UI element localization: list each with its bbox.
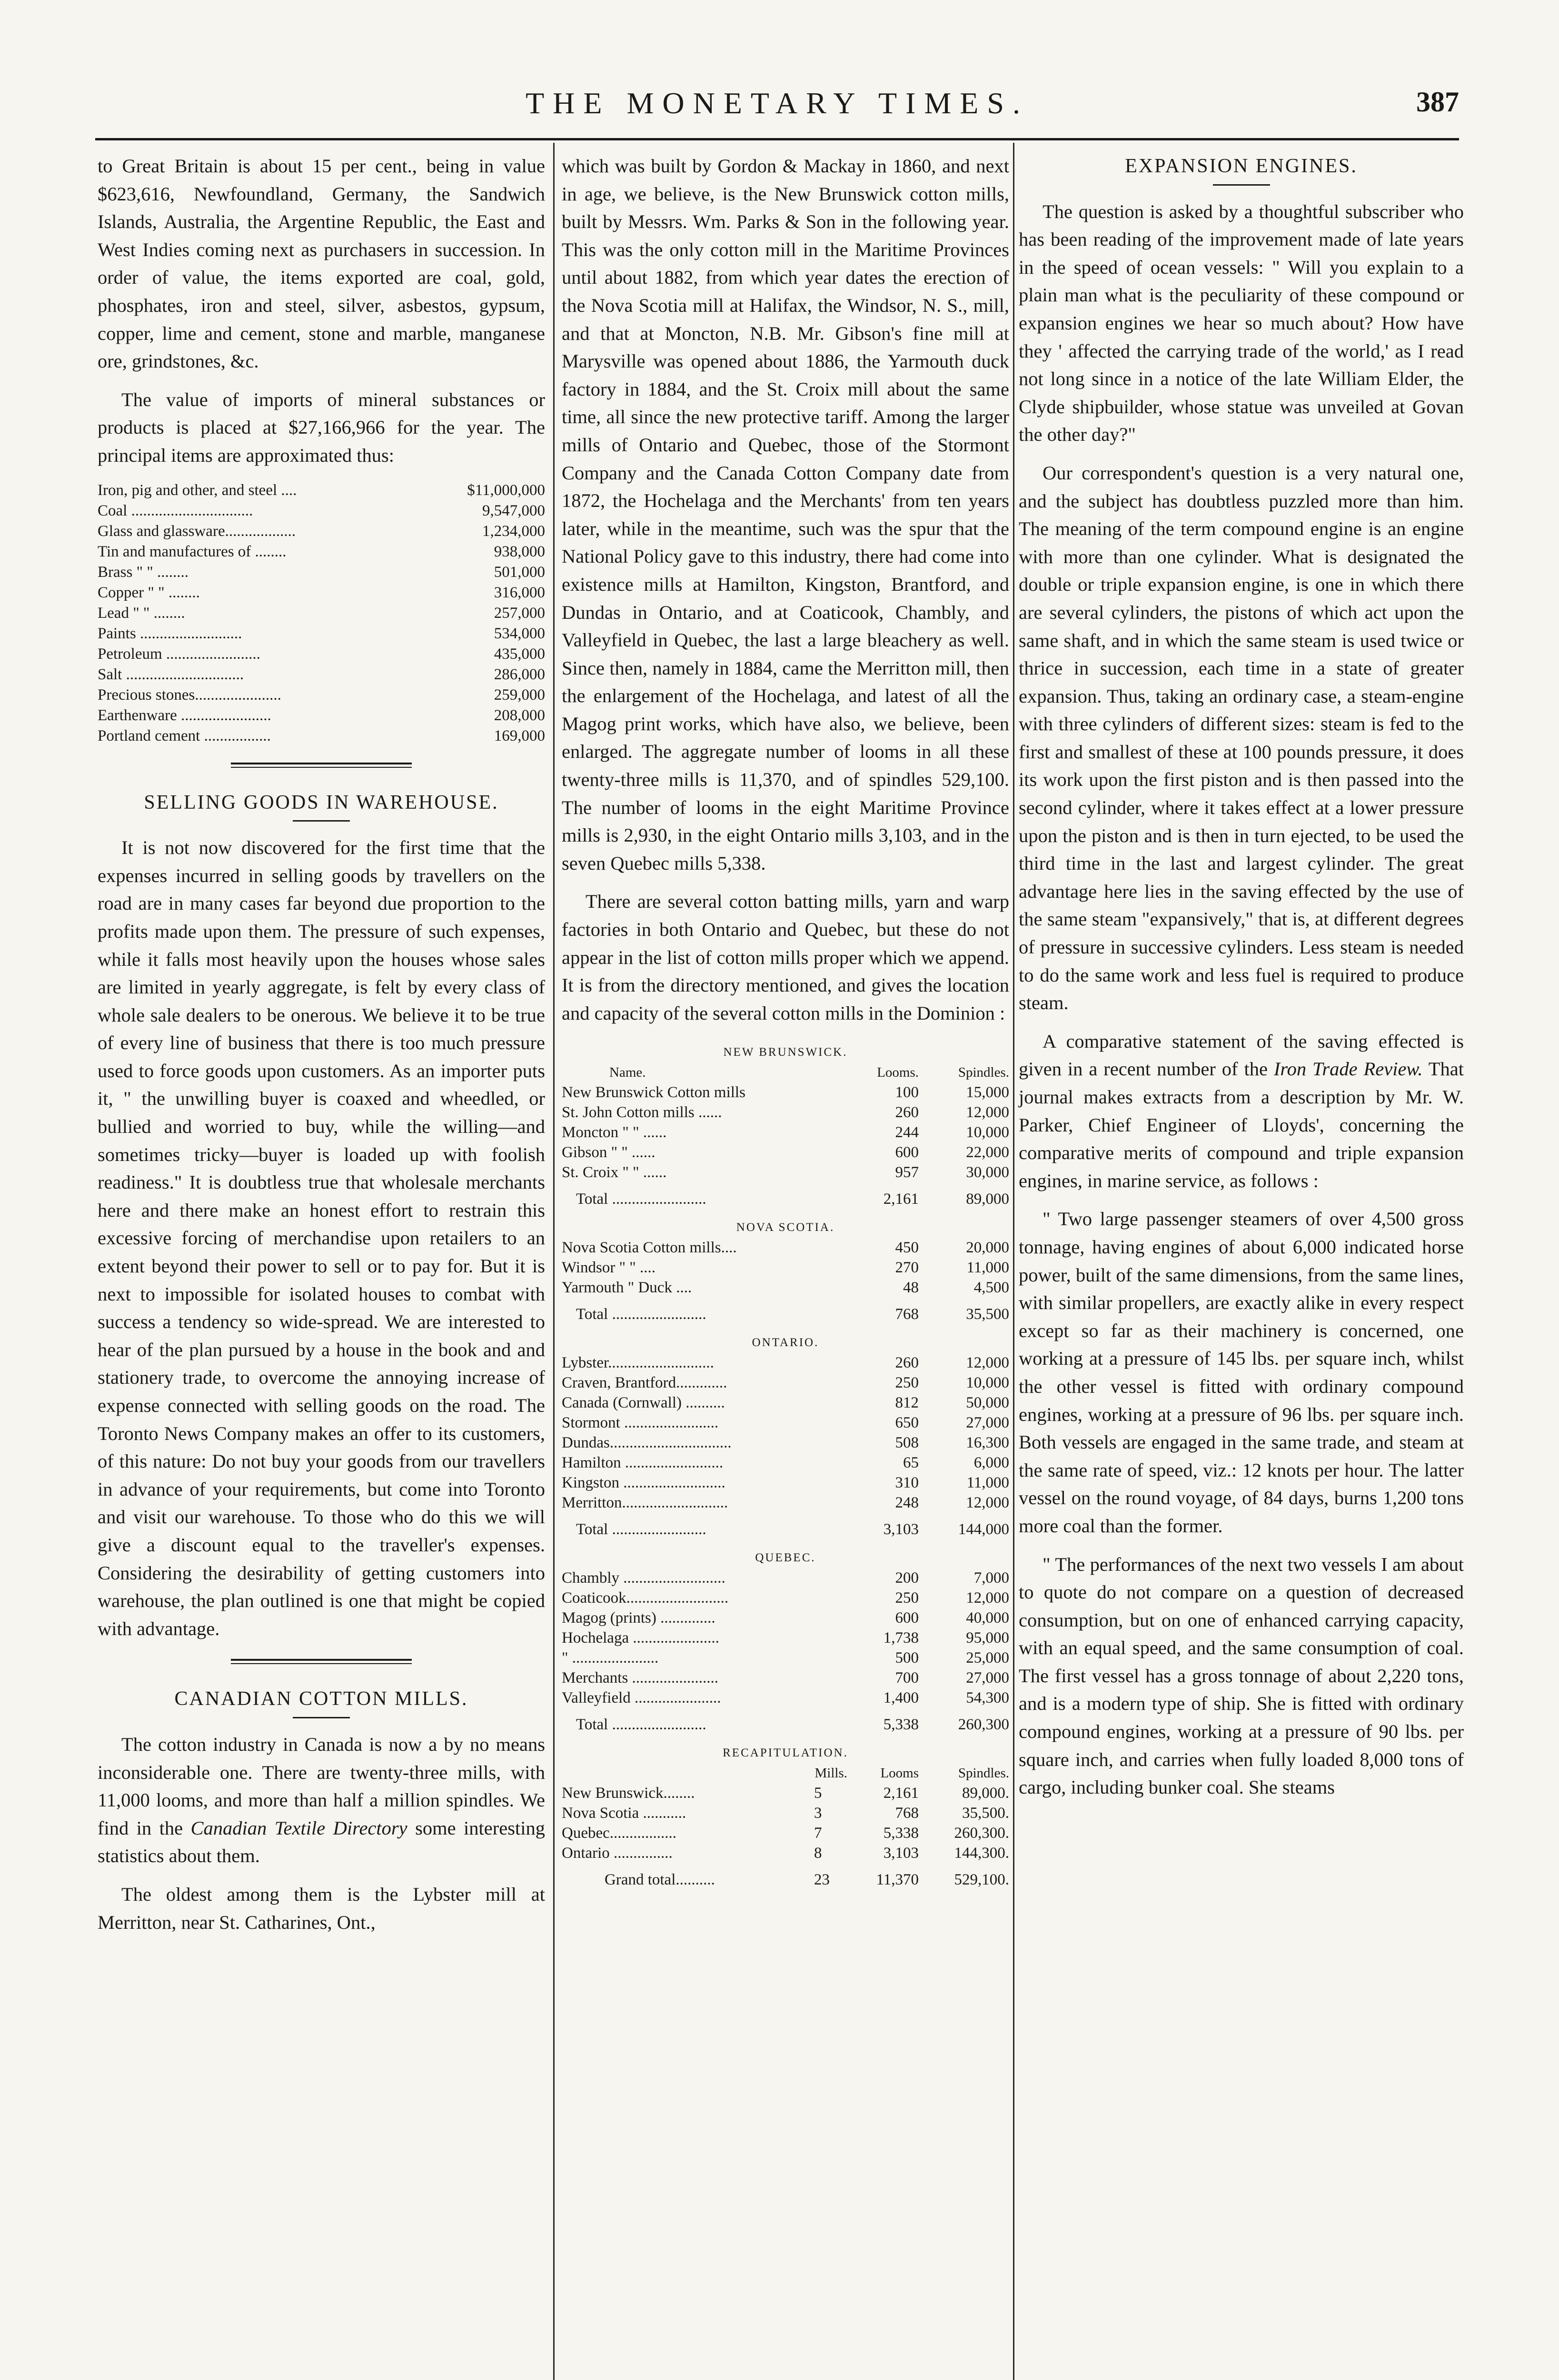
mill-name: Kingston ..........................	[562, 1474, 725, 1492]
paragraph: The question is asked by a thoughtful subscriber who has been reading of the improvement made of late years in the speed of ocean vessels: " Will you explain to a plain man what is the peculiarity of these compound or expansion engines we hear so much about? How have they ' affected the carrying trade of the world,' as I read not long since in a notice of the late William Elder, the Clyde shipbuilder, whose statue was unveiled at Govan the other day?"	[1019, 200, 1464, 446]
total-looms: 768	[895, 1306, 919, 1323]
table-row	[562, 1278, 1009, 1298]
mill-name: Windsor " " ....	[562, 1259, 656, 1277]
paragraph: A comparative statement of the saving effected is given in a recent number of the Iron Trade Review. That journal makes extracts from a description by Mr. W. Parker, Chief Engineer of Lloyds', concerning the comparative merits of compound and triple expansion engines, in marine service, as follows :	[1019, 1030, 1464, 1191]
total-label: Total ........................	[576, 1716, 706, 1734]
table-section-header	[562, 1213, 1009, 1238]
import-value: $11,000,000	[467, 481, 545, 499]
table-row	[562, 1142, 1009, 1162]
total-label: Total ........................	[576, 1521, 706, 1538]
total-spindles: 144,000	[958, 1521, 1009, 1538]
import-value: 208,000	[494, 706, 545, 724]
table-row	[562, 1102, 1009, 1122]
import-row	[98, 624, 545, 644]
section-heading: SELLING GOODS IN WAREHOUSE.	[144, 791, 499, 813]
import-row	[98, 705, 545, 726]
import-label: Copper " " ........	[98, 584, 200, 601]
mill-name: New Brunswick Cotton mills	[562, 1084, 745, 1101]
import-row	[98, 664, 545, 685]
total-row	[562, 1708, 1009, 1738]
table-row	[562, 1568, 1009, 1588]
spindles-cell: 11,000	[966, 1259, 1009, 1277]
paragraph: The value of imports of mineral substances or products is placed at $27,166,966 for the year. The principal items are approximated thus:	[98, 388, 545, 466]
imports-table	[98, 480, 545, 746]
table-row	[562, 1122, 1009, 1142]
looms-cell: 11,370	[876, 1871, 919, 1889]
spindles-cell: 144,300.	[954, 1844, 1009, 1862]
import-label: Paints ..........................	[98, 625, 242, 642]
table-row	[562, 1823, 1009, 1843]
looms-cell: 248	[895, 1494, 919, 1512]
masthead	[95, 80, 1459, 132]
spindles-cell: 529,100.	[954, 1871, 1009, 1889]
looms-cell: 260	[895, 1104, 919, 1121]
spindles-cell: 10,000	[966, 1374, 1009, 1392]
table-section-header	[562, 1738, 1009, 1763]
table-row	[562, 1608, 1009, 1628]
mill-name: Chambly ..........................	[562, 1569, 725, 1587]
paragraph: which was built by Gordon & Mackay in 1860, and next in age, we believe, is the New Brunswick cotton mills, built by Messrs. Wm. Parks & Son in the following year. This was the only cotton mill in the Maritime Provinces until about 1882, from which year dates the erection of the Nova Scotia mill at Halifax, the Windsor, N. S., mill, and that at Moncton, N.B. Mr. Gibson's fine mill at Marysville was opened about 1886, the Yarmouth duck factory in 1884, and the St. Croix mill about the same time, all since the new protective tariff. Among the larger mills of Ontario and Quebec, those of the Stormont Company and the Canada Cotton Company date from 1872, the Hochelaga and the Merchants' from ten years later, while in the meantime, such was the spur that the National Policy gave to this industry, there had come into existence mills at Hamilton, Kingston, Brantford, and Dundas in Ontario, and at Coaticook, Chambly, and Valleyfield in Quebec, the last a large bleachery as well. Since then, namely in 1884, came the Merritton mill, then the enlargement of the Hochelaga, and latest of all the Magog print works, which have also, we believe, been enlarged. The aggregate number of looms in all these twenty-three mills is 11,370, and of spindles 529,100. The number of looms in the eight Maritime Province mills is 2,930, in the eight Ontario mills 3,103, and in the seven Quebec mills 5,338.	[562, 155, 1009, 874]
table-row	[562, 1082, 1009, 1102]
spindles-cell: 4,500	[973, 1279, 1009, 1297]
section-rule	[231, 763, 412, 768]
looms-cell: 260	[895, 1354, 919, 1372]
paragraph: to Great Britain is about 15 per cent., being in value $623,616, Newfoundland, Germany, the Sandwich Islands, Australia, the Argentine Republic, the East and West Indies coming next as purchasers in succession. In order of value, the items exported are coal, gold, phosphates, iron and steel, silver, asbestos, gypsum, copper, lime and cement, stone and marble, manganese ore, grindstones, &c.	[98, 155, 545, 372]
heading-rule	[293, 820, 350, 822]
spindles-cell: 89,000.	[962, 1785, 1009, 1802]
spindles-cell: 6,000	[973, 1454, 1009, 1472]
looms-cell: 200	[895, 1569, 919, 1587]
table-row	[562, 1373, 1009, 1393]
import-value: 169,000	[494, 727, 545, 744]
total-looms: 5,338	[883, 1716, 919, 1734]
mills-cell: 3	[814, 1805, 822, 1822]
column-1	[98, 152, 545, 1947]
publication-title: THE MONETARY TIMES.	[526, 86, 1029, 120]
table-row	[562, 1353, 1009, 1373]
looms-cell: 2,161	[883, 1785, 919, 1802]
spindles-cell: 16,300	[966, 1434, 1009, 1452]
mills-cell: 5	[814, 1785, 822, 1802]
mill-name: Hamilton .........................	[562, 1454, 724, 1472]
mill-name: Canada (Cornwall) ..........	[562, 1394, 725, 1412]
table-section-header	[562, 1038, 1009, 1062]
import-value: 316,000	[494, 584, 545, 601]
header-name: Name.	[609, 1065, 646, 1081]
mill-name: Gibson " " ......	[562, 1144, 655, 1161]
looms-cell: 600	[895, 1144, 919, 1161]
import-row	[98, 644, 545, 664]
page-number: 387	[1416, 86, 1459, 118]
mill-name: Magog (prints) ..............	[562, 1609, 715, 1627]
section-rule	[231, 1659, 412, 1664]
table-row	[562, 1803, 1009, 1823]
import-label: Iron, pig and other, and steel ....	[98, 481, 297, 499]
import-row	[98, 521, 545, 542]
import-label: Portland cement .................	[98, 727, 271, 744]
column-divider	[553, 143, 555, 2380]
total-spindles: 260,300	[958, 1716, 1009, 1734]
column-divider	[1013, 143, 1014, 2380]
spindles-cell: 40,000	[966, 1609, 1009, 1627]
header-spindles: Spindles.	[958, 1765, 1009, 1781]
mill-name: Nova Scotia Cotton mills....	[562, 1239, 737, 1257]
spindles-cell: 11,000	[966, 1474, 1009, 1492]
looms-cell: 812	[895, 1394, 919, 1412]
total-label: Total ........................	[576, 1306, 706, 1323]
table-row	[562, 1453, 1009, 1473]
looms-cell: 270	[895, 1259, 919, 1277]
looms-cell: 600	[895, 1609, 919, 1627]
import-label: Brass " " ........	[98, 563, 189, 581]
spindles-cell: 260,300.	[954, 1825, 1009, 1842]
table-row	[562, 1688, 1009, 1708]
table-row	[562, 1393, 1009, 1413]
mills-cell: 8	[814, 1844, 822, 1862]
table-row	[562, 1433, 1009, 1453]
total-row	[562, 1182, 1009, 1213]
spindles-cell: 30,000	[966, 1164, 1009, 1181]
heading-rule	[293, 1717, 350, 1718]
looms-cell: 250	[895, 1589, 919, 1607]
grand-total-row	[562, 1863, 1009, 1894]
paragraph: It is not now discovered for the first time that the expenses incurred in selling goods by travellers on the road are in many cases far beyond due proportion to the profits made upon them. The pressure of such expenses, while it falls most heavily upon the houses whose sales are limited in yearly aggregate, is felt by every class of whole sale dealers to be onerous. We believe it to be true of every line of business that there is too much pressure used to force goods upon customers. As an importer puts it, " the unwilling buyer is coaxed and wheedled, or bullied and worried to buy, while the willing—and sometimes tricky—buyer is loaded up with foolish readiness." It is doubtless true that wholesale merchants here and there make an honest effort to restrain this excessive forcing of merchandise upon retailers to an extent beyond their power to sell or to pay for. But it is next to impossible for isolated houses to combat with success a tendency so wide-spread. We are interested to hear of the plan pursued by a house in the book and and stationery trade, to overcome the annoying increase of expense connected with selling goods on the road. The Toronto News Company makes an offer to its customers, of this nature: Do not buy your goods from our travellers in advance of your requirements, but come into Toronto and visit our warehouse. To those who do this we will give a discount equal to the traveller's expenses. Considering the desirability of getting customers into warehouse, the plan outlined is one that might be copied with advantage.	[98, 837, 545, 1639]
paragraph: Our correspondent's question is a very natural one, and the subject has doubtless puzzled more than him. The meaning of the term compound engine is an engine with more than one cylinder. What is designated the double or triple expansion engine, is one in which there are several cylinders, the pistons of which act upon the same shaft, and in which the same steam is used twice or thrice in succession, each time in a state of greater expansion. Thus, taking an ordinary case, a steam-engine with three cylinders of different sizes: steam is fed to the first and smallest of these at 100 pounds pressure, it does its work upon the first piston and is then passed into the second cylinder, where it takes effect at a lower pressure upon the piston and is then in turn ejected, to be used the third time in the last and largest cylinder. The great advantage here lies in the saving effected by the use of the same steam "expansively," that is, at different degrees of pressure in successive cylinders. Less steam is needed to do the same work and less fuel is required to produce steam.	[1019, 462, 1464, 1014]
region-name: Ontario ...............	[562, 1844, 673, 1862]
looms-cell: 450	[895, 1239, 919, 1257]
header-looms: Looms.	[877, 1065, 919, 1081]
spindles-cell: 20,000	[966, 1239, 1009, 1257]
mill-name: St. John Cotton mills ......	[562, 1104, 722, 1121]
header-rule	[95, 138, 1459, 140]
header-mills: Mills.	[814, 1765, 847, 1781]
section-heading: EXPANSION ENGINES.	[1125, 155, 1358, 177]
import-label: Coal ...............................	[98, 502, 253, 519]
spindles-cell: 22,000	[966, 1144, 1009, 1161]
header-spindles: Spindles.	[958, 1065, 1009, 1081]
spindles-cell: 54,300	[966, 1689, 1009, 1707]
table-header	[562, 1763, 1009, 1783]
table-row	[562, 1473, 1009, 1493]
spindles-cell: 50,000	[966, 1394, 1009, 1412]
mill-name: Hochelaga ......................	[562, 1629, 719, 1647]
spindles-cell: 25,000	[966, 1649, 1009, 1667]
table-row	[562, 1588, 1009, 1608]
import-label: Precious stones......................	[98, 686, 281, 704]
table-row	[562, 1668, 1009, 1688]
table-row	[562, 1648, 1009, 1668]
looms-cell: 508	[895, 1434, 919, 1452]
paragraph: " The performances of the next two vessels I am about to quote do not compare on a question of decreased consumption, but on one of enhanced carrying capacity, with an equal speed, and the same consumption of coal. The first vessel has a gross tonnage of about 2,220 tons, and is a modern type of ship. She is fitted with ordinary compound engines, working at a pressure of 90 lbs. per square inch, and carries when fully loaded 8,000 tons of cargo, including bunker coal. She steams	[1019, 1553, 1464, 1798]
looms-cell: 48	[903, 1279, 919, 1297]
table-row	[562, 1258, 1009, 1278]
import-value: 534,000	[494, 625, 545, 642]
publication-name: Canadian Textile Directory	[190, 1817, 407, 1839]
spindles-cell: 12,000	[966, 1589, 1009, 1607]
total-row	[562, 1298, 1009, 1328]
import-row	[98, 542, 545, 562]
table-section-header	[562, 1543, 1009, 1568]
import-row	[98, 685, 545, 705]
looms-cell: 957	[895, 1164, 919, 1181]
looms-cell: 1,738	[883, 1629, 919, 1647]
paragraph: The oldest among them is the Lybster mill at Merritton, near St. Catharines, Ont.,	[98, 1883, 545, 1933]
table-row	[562, 1783, 1009, 1803]
import-row	[98, 726, 545, 746]
total-looms: 2,161	[883, 1190, 919, 1208]
looms-cell: 310	[895, 1474, 919, 1492]
total-looms: 3,103	[883, 1521, 919, 1538]
table-row	[562, 1162, 1009, 1182]
spindles-cell: 15,000	[966, 1084, 1009, 1101]
import-value: 257,000	[494, 604, 545, 622]
mill-name: Merchants ......................	[562, 1669, 719, 1687]
looms-cell: 1,400	[883, 1689, 919, 1707]
table-row	[562, 1413, 1009, 1433]
total-spindles: 89,000	[966, 1190, 1009, 1208]
heading-rule	[1213, 184, 1270, 186]
spindles-cell: 95,000	[966, 1629, 1009, 1647]
spindles-cell: 27,000	[966, 1669, 1009, 1687]
looms-cell: 250	[895, 1374, 919, 1392]
total-spindles: 35,500	[966, 1306, 1009, 1323]
spindles-cell: 10,000	[966, 1124, 1009, 1141]
spindles-cell: 7,000	[973, 1569, 1009, 1587]
header-looms: Looms	[880, 1765, 919, 1781]
mill-name: St. Croix " " ......	[562, 1164, 667, 1181]
mill-name: " ......................	[562, 1649, 659, 1667]
looms-cell: 3,103	[883, 1844, 919, 1862]
looms-cell: 700	[895, 1669, 919, 1687]
region-name: Grand total..........	[605, 1871, 715, 1889]
column-2	[562, 152, 1009, 1894]
import-value: 259,000	[494, 686, 545, 704]
paragraph: There are several cotton batting mills, yarn and warp factories in both Ontario and Quebec, but these do not appear in the list of cotton mills proper which we append. It is from the directory mentioned, and gives the location and capacity of the several cotton mills in the Dominion :	[562, 891, 1009, 1024]
spindles-cell: 12,000	[966, 1354, 1009, 1372]
import-label: Lead " " ........	[98, 604, 185, 622]
import-value: 1,234,000	[482, 522, 545, 540]
mill-name: Yarmouth " Duck ....	[562, 1279, 692, 1297]
total-row	[562, 1513, 1009, 1543]
region-name: Quebec.................	[562, 1825, 677, 1842]
looms-cell: 5,338	[883, 1825, 919, 1842]
import-value: 938,000	[494, 543, 545, 560]
mill-name: Craven, Brantford.............	[562, 1374, 727, 1392]
section-label: NEW BRUNSWICK.	[723, 1046, 848, 1059]
section-heading: CANADIAN COTTON MILLS.	[174, 1688, 468, 1710]
looms-cell: 100	[895, 1084, 919, 1101]
total-label: Total ........................	[576, 1190, 706, 1208]
import-value: 435,000	[494, 645, 545, 663]
import-label: Earthenware .......................	[98, 706, 271, 724]
looms-cell: 650	[895, 1414, 919, 1432]
spindles-cell: 12,000	[966, 1104, 1009, 1121]
region-name: Nova Scotia ...........	[562, 1805, 686, 1822]
import-value: 286,000	[494, 665, 545, 683]
table-row	[562, 1493, 1009, 1513]
import-row	[98, 583, 545, 603]
import-row	[98, 603, 545, 624]
section-label: QUEBEC.	[755, 1551, 816, 1565]
publication-name: Iron Trade Review.	[1273, 1058, 1423, 1080]
spindles-cell: 35,500.	[962, 1805, 1009, 1822]
mill-name: Stormont ........................	[562, 1414, 719, 1432]
import-row	[98, 562, 545, 583]
mill-name: Lybster...........................	[562, 1354, 714, 1372]
import-label: Petroleum ........................	[98, 645, 260, 663]
import-label: Tin and manufactures of ........	[98, 543, 287, 560]
mill-name: Moncton " " ......	[562, 1124, 667, 1141]
table-section-header	[562, 1328, 1009, 1353]
looms-cell: 500	[895, 1649, 919, 1667]
import-row	[98, 501, 545, 521]
section-label: NOVA SCOTIA.	[736, 1221, 835, 1234]
paragraph: " Two large passenger steamers of over 4,500 gross tonnage, having engines of about 6,000 indicated horse power, built of the same dimensions, from the same lines, with similar propellers, are exactly alike in every respect except so far as their machinery is concerned, one working at a pressure of 145 lbs. per square inch, whilst the other vessel is fitted with ordinary compound engines, working at a pressure of 96 lbs. per square inch. Both vessels are engaged in the same trade, and steam at the same rate of speed, viz.: 12 knots per hour. The latter vessel on the round voyage, of 84 days, burns 1,200 tons more coal than the former.	[1019, 1208, 1464, 1537]
section-label: ONTARIO.	[752, 1336, 819, 1349]
spindles-cell: 27,000	[966, 1414, 1009, 1432]
spindles-cell: 12,000	[966, 1494, 1009, 1512]
import-value: 9,547,000	[482, 502, 545, 519]
mills-cell: 23	[814, 1871, 830, 1889]
mill-name: Coaticook..........................	[562, 1589, 729, 1607]
mill-name: Valleyfield ......................	[562, 1689, 721, 1707]
looms-cell: 65	[903, 1454, 919, 1472]
section-label: RECAPITULATION.	[723, 1746, 848, 1760]
import-label: Glass and glassware..................	[98, 522, 296, 540]
table-header	[562, 1062, 1009, 1082]
cotton-mills-table	[562, 1038, 1009, 1894]
header-spacer	[562, 1763, 814, 1783]
mill-name: Dundas...............................	[562, 1434, 732, 1452]
import-value: 501,000	[494, 563, 545, 581]
looms-cell: 244	[895, 1124, 919, 1141]
table-row	[562, 1843, 1009, 1863]
mill-name: Merritton...........................	[562, 1494, 728, 1512]
import-label: Salt ..............................	[98, 665, 244, 683]
paragraph: The cotton industry in Canada is now a by no means inconsiderable one. There are twenty-three mills, with 11,000 looms, and more than half a million spindles. We find in the Canadian Textile Directory some interesting statistics about them.	[98, 1733, 545, 1867]
region-name: New Brunswick........	[562, 1785, 695, 1802]
mills-cell: 7	[814, 1825, 822, 1842]
table-row	[562, 1238, 1009, 1258]
table-row	[562, 1628, 1009, 1648]
import-row	[98, 480, 545, 501]
column-3	[1019, 152, 1464, 1812]
looms-cell: 768	[895, 1805, 919, 1822]
